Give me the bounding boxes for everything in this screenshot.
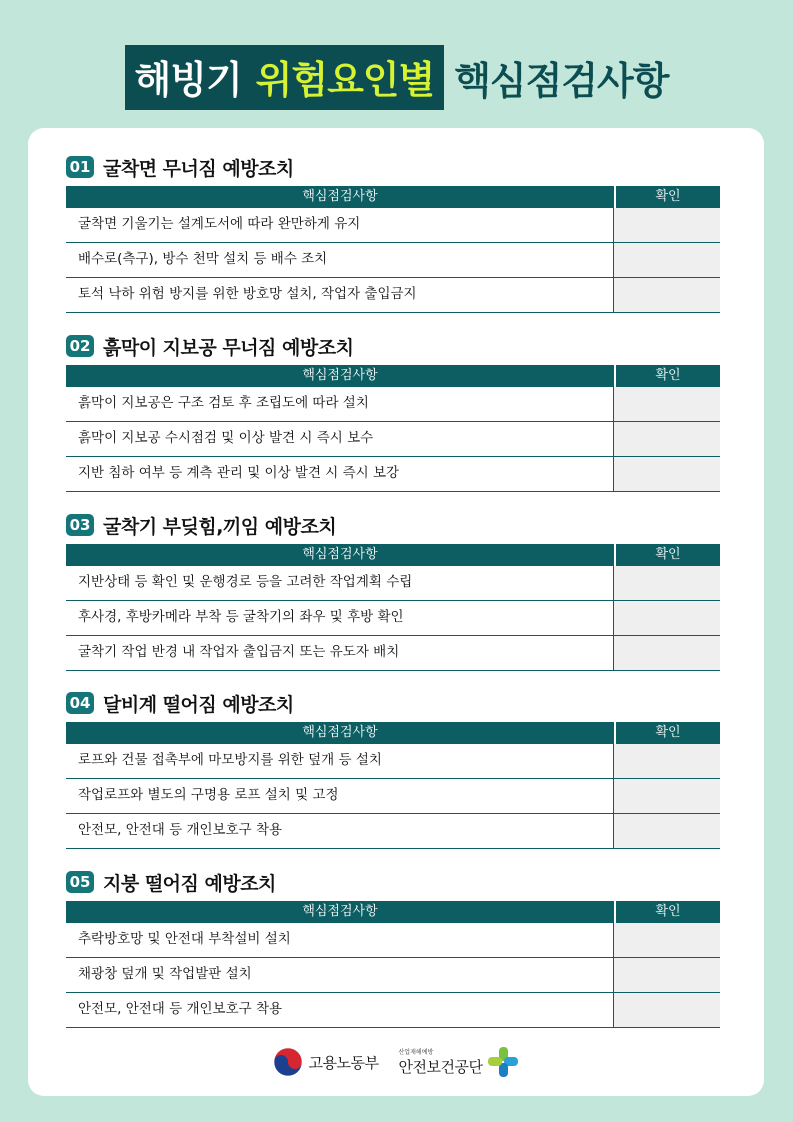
ministry-logo xyxy=(273,1047,379,1077)
table-header xyxy=(66,722,720,744)
table-header xyxy=(66,365,720,387)
check-cell[interactable] xyxy=(614,744,720,778)
check-cell[interactable] xyxy=(614,387,720,421)
section-title: 굴착면 무너짐 예방조치 xyxy=(103,157,294,180)
table-row xyxy=(66,779,720,814)
page-title xyxy=(0,42,793,112)
table-row xyxy=(66,457,720,492)
section-number: 03 xyxy=(66,514,94,536)
check-cell[interactable] xyxy=(614,923,720,957)
check-cell[interactable] xyxy=(614,601,720,635)
table-row xyxy=(66,566,720,601)
section-4 xyxy=(66,688,720,849)
section-2 xyxy=(66,331,720,492)
table-row xyxy=(66,601,720,636)
header-item: 핵심점검사항 xyxy=(66,186,616,208)
section-title: 굴착기 부딪힘,끼임 예방조치 xyxy=(103,515,337,538)
header-item: 핵심점검사항 xyxy=(66,544,616,566)
check-cell[interactable] xyxy=(614,779,720,813)
row-text: 굴착면 기울기는 설계도서에 따라 완만하게 유지 xyxy=(66,208,614,242)
row-text: 흙막이 지보공은 구조 검토 후 조립도에 따라 설치 xyxy=(66,387,614,421)
section-number: 02 xyxy=(66,335,94,357)
check-cell[interactable] xyxy=(614,566,720,600)
row-text: 흙막이 지보공 수시점검 및 이상 발견 시 즉시 보수 xyxy=(66,422,614,456)
section-1 xyxy=(66,152,720,313)
header-item: 핵심점검사항 xyxy=(66,901,616,923)
row-text: 토석 낙하 위험 방지를 위한 방호망 설치, 작업자 출입금지 xyxy=(66,278,614,312)
table-row xyxy=(66,636,720,671)
kosha-cross-icon xyxy=(486,1045,520,1079)
table-row xyxy=(66,958,720,993)
ministry-name: 고용노동부 xyxy=(308,1053,379,1072)
section-number: 05 xyxy=(66,871,94,893)
row-text: 안전모, 안전대 등 개인보호구 착용 xyxy=(66,993,614,1027)
row-text: 안전모, 안전대 등 개인보호구 착용 xyxy=(66,814,614,848)
check-cell[interactable] xyxy=(614,636,720,670)
section-title: 지붕 떨어짐 예방조치 xyxy=(103,872,276,895)
table-header xyxy=(66,901,720,923)
table-row xyxy=(66,993,720,1028)
title-part2: 위험요인별 xyxy=(255,57,435,102)
header-check: 확인 xyxy=(655,547,681,562)
header-item: 핵심점검사항 xyxy=(66,365,616,387)
check-cell[interactable] xyxy=(614,422,720,456)
row-text: 지반 침하 여부 등 계측 관리 및 이상 발견 시 즉시 보강 xyxy=(66,457,614,491)
check-cell[interactable] xyxy=(614,457,720,491)
footer xyxy=(0,1040,793,1084)
row-text: 채광창 덮개 및 작업발판 설치 xyxy=(66,958,614,992)
row-text: 지반상태 등 확인 및 운행경로 등을 고려한 작업계획 수립 xyxy=(66,566,614,600)
table-header xyxy=(66,186,720,208)
header-check: 확인 xyxy=(655,189,681,204)
row-text: 작업로프와 별도의 구명용 로프 설치 및 고정 xyxy=(66,779,614,813)
row-text: 굴착기 작업 반경 내 작업자 출입금지 또는 유도자 배치 xyxy=(66,636,614,670)
table-header xyxy=(66,544,720,566)
title-part1: 해빙기 xyxy=(134,57,242,102)
agency-name: 안전보건공단 xyxy=(398,1058,483,1076)
header-check: 확인 xyxy=(655,368,681,383)
header-check: 확인 xyxy=(655,725,681,740)
row-text: 후사경, 후방카메라 부착 등 굴착기의 좌우 및 후방 확인 xyxy=(66,601,614,635)
table-row xyxy=(66,923,720,958)
check-cell[interactable] xyxy=(614,278,720,312)
table-row xyxy=(66,387,720,422)
agency-logo xyxy=(399,1045,521,1079)
check-cell[interactable] xyxy=(614,208,720,242)
section-number: 01 xyxy=(66,156,94,178)
table-row xyxy=(66,243,720,278)
check-cell[interactable] xyxy=(614,993,720,1027)
row-text: 로프와 건물 접촉부에 마모방지를 위한 덮개 등 설치 xyxy=(66,744,614,778)
row-text: 추락방호망 및 안전대 부착설비 설치 xyxy=(66,923,614,957)
check-cell[interactable] xyxy=(614,243,720,277)
title-part3: 핵심점검사항 xyxy=(454,58,669,103)
check-cell[interactable] xyxy=(614,958,720,992)
section-number: 04 xyxy=(66,692,94,714)
taegeuk-icon xyxy=(273,1047,303,1077)
row-text: 배수로(측구), 방수 천막 설치 등 배수 조치 xyxy=(66,243,614,277)
section-title: 흙막이 지보공 무너짐 예방조치 xyxy=(103,336,354,359)
section-3 xyxy=(66,510,720,671)
table-row xyxy=(66,422,720,457)
check-cell[interactable] xyxy=(614,814,720,848)
section-title: 달비계 떨어짐 예방조치 xyxy=(103,693,294,716)
header-check: 확인 xyxy=(655,904,681,919)
agency-small-text: 산업재해예방 xyxy=(398,1049,434,1056)
title-banner xyxy=(125,45,445,110)
header-item: 핵심점검사항 xyxy=(66,722,616,744)
table-row xyxy=(66,814,720,849)
table-row xyxy=(66,208,720,243)
section-5 xyxy=(66,867,720,1028)
table-row xyxy=(66,744,720,779)
table-row xyxy=(66,278,720,313)
checklist-card xyxy=(28,128,764,1096)
